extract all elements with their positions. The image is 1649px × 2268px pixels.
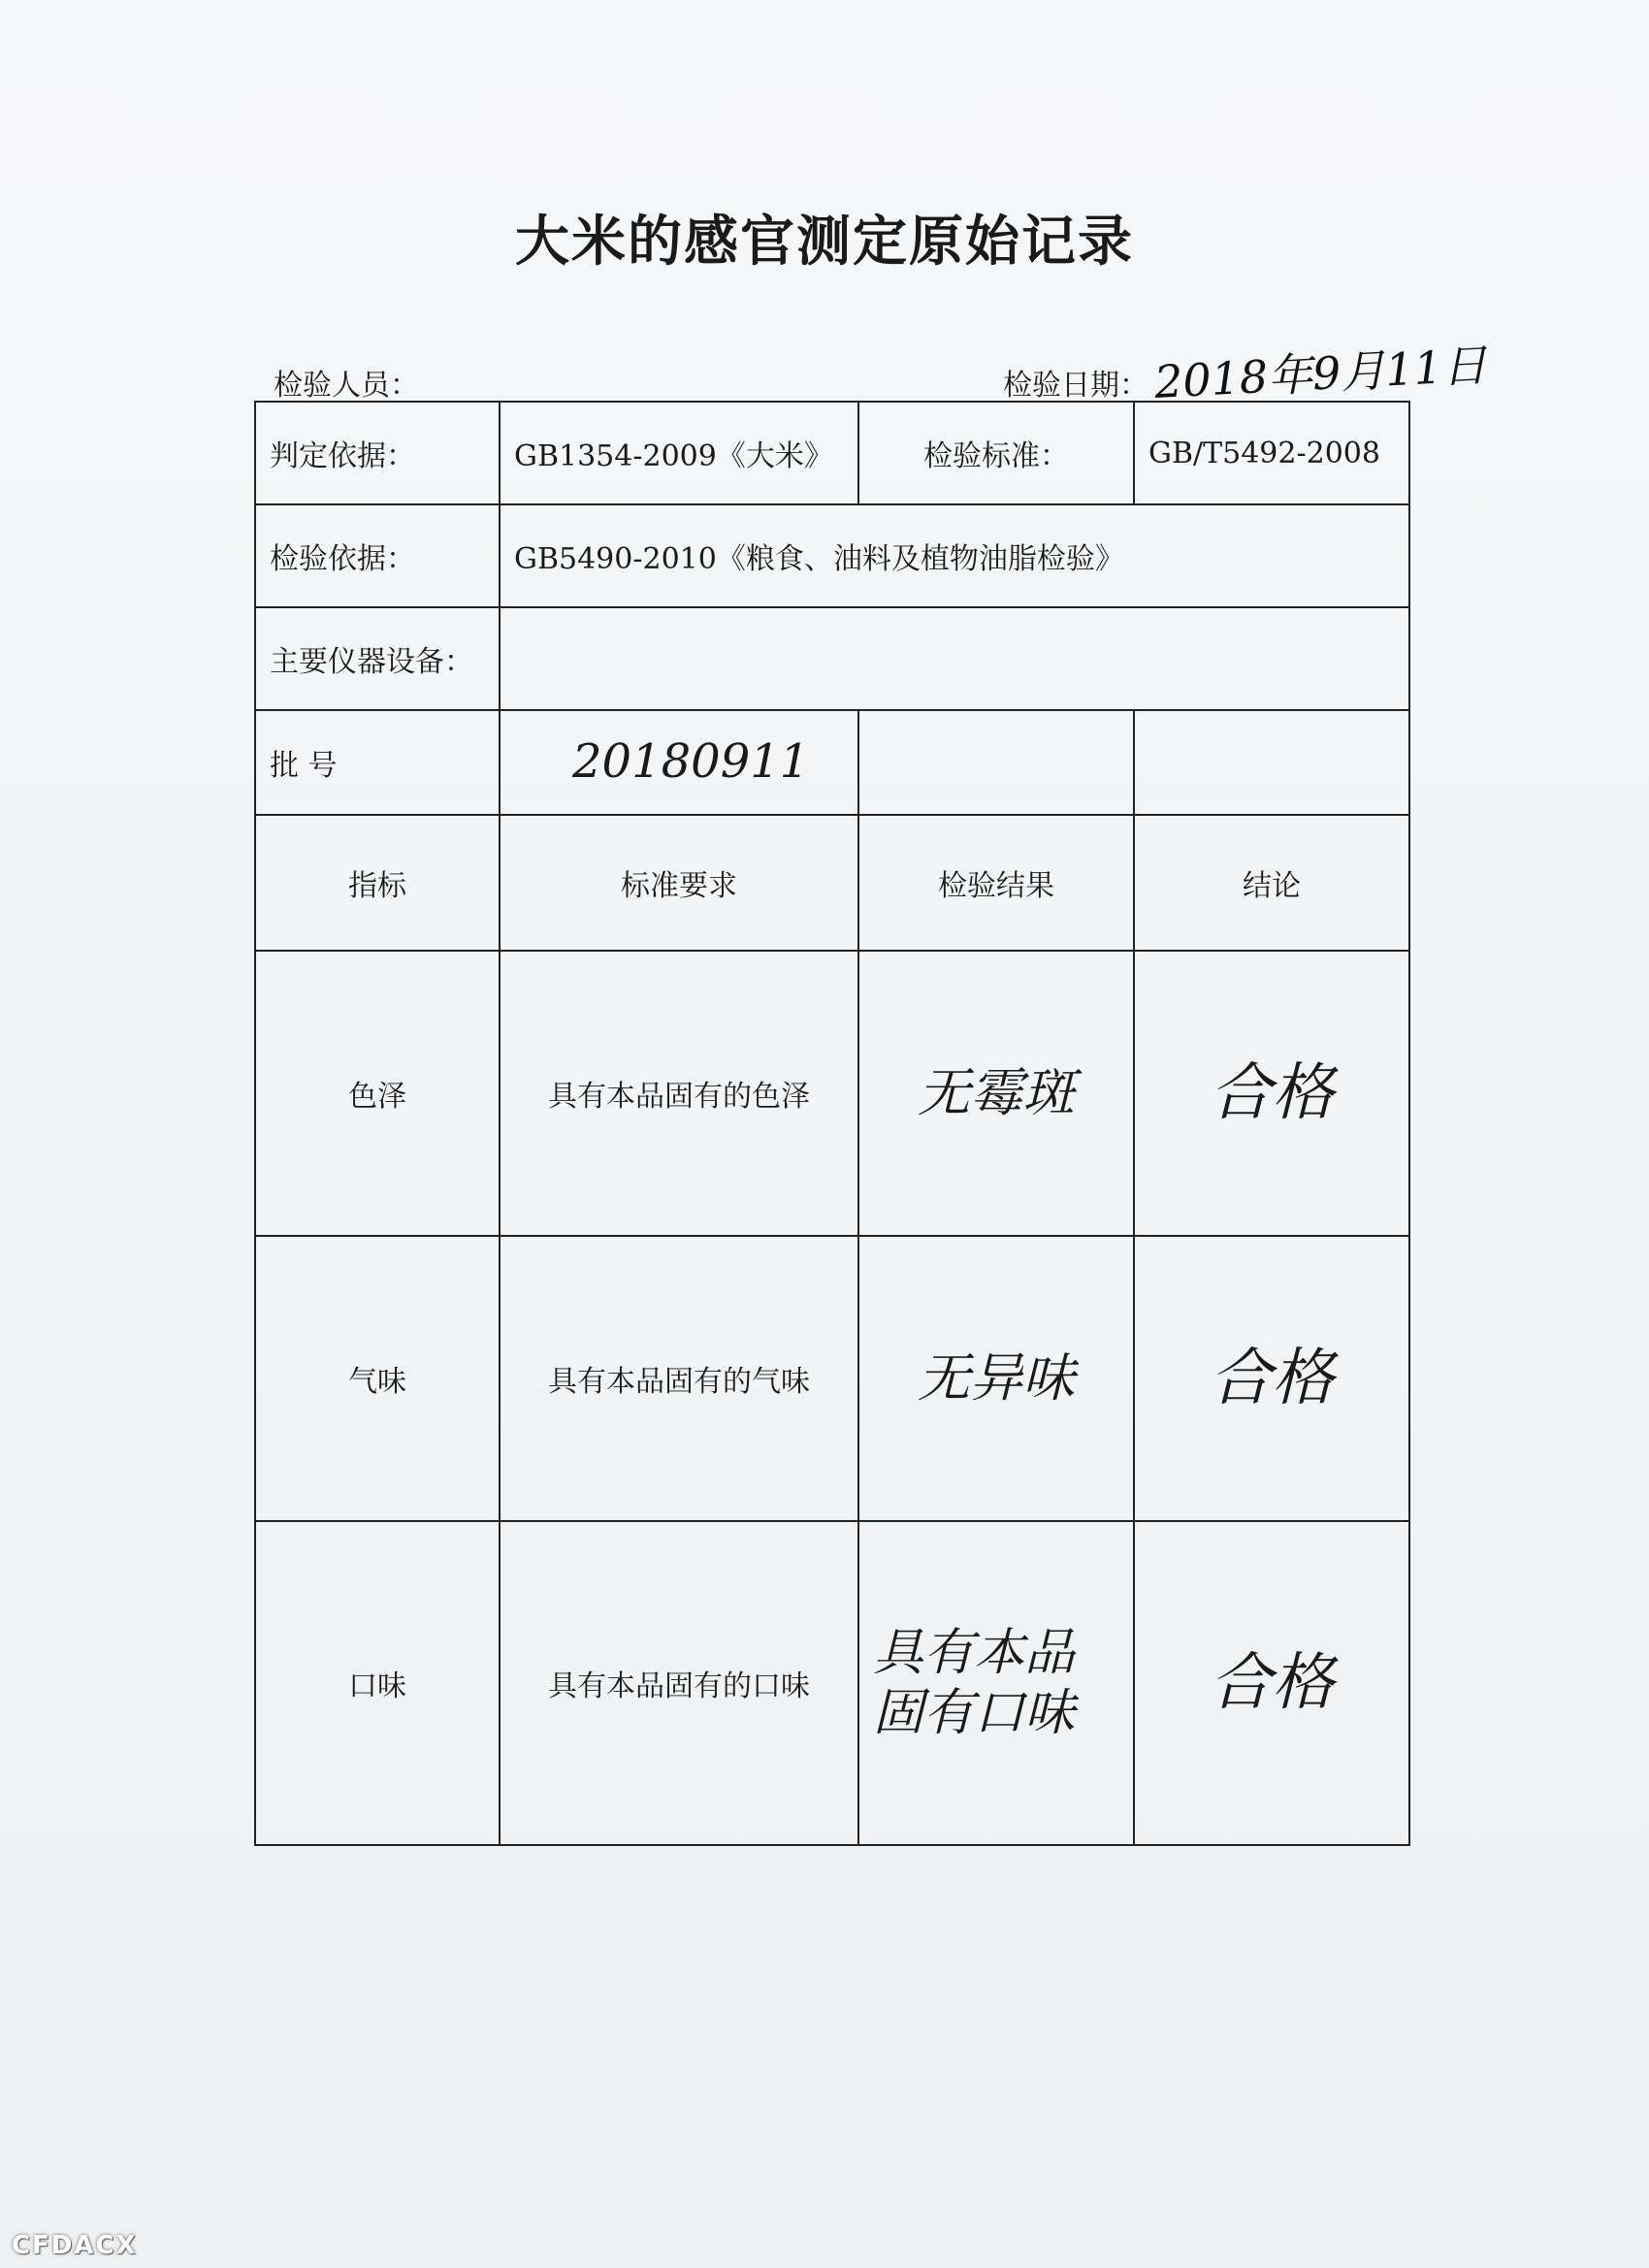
header-requirement: 标准要求: [500, 815, 858, 951]
basis-value: GB1354-2009《大米》: [500, 402, 858, 504]
method-row: [255, 504, 1409, 607]
equipment-value: [500, 607, 1409, 710]
equipment-row: [255, 607, 1409, 710]
indicator-cell: 色泽: [255, 951, 500, 1236]
batch-label: 批 号: [255, 710, 500, 815]
conclusion-cell-handwritten: [1134, 1236, 1409, 1521]
watermark: CFDACX: [12, 2231, 138, 2260]
method-value: GB5490-2010《粮食、油料及植物油脂检验》: [500, 504, 1409, 607]
standard-label: 检验标准：: [858, 402, 1134, 504]
requirement-cell: 具有本品固有的口味: [500, 1521, 858, 1845]
method-label: 检验依据：: [255, 504, 500, 607]
inspector-label: 检验人员：: [274, 369, 419, 403]
item-row-color: [255, 951, 1409, 1236]
conclusion-signature: 合格: [1210, 1342, 1334, 1414]
batch-value-cell: [500, 710, 858, 815]
record-table: [254, 401, 1410, 1846]
basis-row: [255, 402, 1409, 504]
indicator-cell: 气味: [255, 1236, 500, 1521]
requirement-cell: 具有本品固有的气味: [500, 1236, 858, 1521]
result-signature: 具有本品固有口味: [873, 1623, 1076, 1742]
indicator-cell: 口味: [255, 1521, 500, 1845]
header-indicator: 指标: [255, 815, 500, 951]
header-row: [255, 815, 1409, 951]
result-cell-handwritten: [858, 1236, 1134, 1521]
batch-row: [255, 710, 1409, 815]
standard-value: GB/T5492-2008: [1134, 402, 1409, 504]
equipment-label: 主要仪器设备：: [255, 607, 500, 710]
conclusion-signature: 合格: [1210, 1646, 1334, 1719]
document-title: 大米的感官测定原始记录: [515, 211, 1134, 274]
conclusion-cell-handwritten: [1134, 951, 1409, 1236]
result-signature: 无霉斑: [918, 1061, 1075, 1123]
date-label: 检验日期：: [1003, 369, 1148, 403]
result-cell-handwritten: [858, 951, 1134, 1236]
result-cell-handwritten: [858, 1521, 1134, 1845]
header-conclusion: 结论: [1134, 815, 1409, 951]
conclusion-cell-handwritten: [1134, 1521, 1409, 1845]
result-signature: 无异味: [918, 1346, 1075, 1409]
requirement-cell: 具有本品固有的色泽: [500, 951, 858, 1236]
basis-label: 判定依据：: [255, 402, 500, 504]
item-row-odor: [255, 1236, 1409, 1521]
batch-empty-cell-1: [858, 710, 1134, 815]
batch-handwritten-value: 20180911: [572, 734, 810, 790]
header-result: 检验结果: [858, 815, 1134, 951]
batch-empty-cell-2: [1134, 710, 1409, 815]
item-row-taste: [255, 1521, 1409, 1845]
conclusion-signature: 合格: [1210, 1056, 1334, 1129]
date-handwritten-value: 2018年9月11日: [1152, 339, 1488, 408]
